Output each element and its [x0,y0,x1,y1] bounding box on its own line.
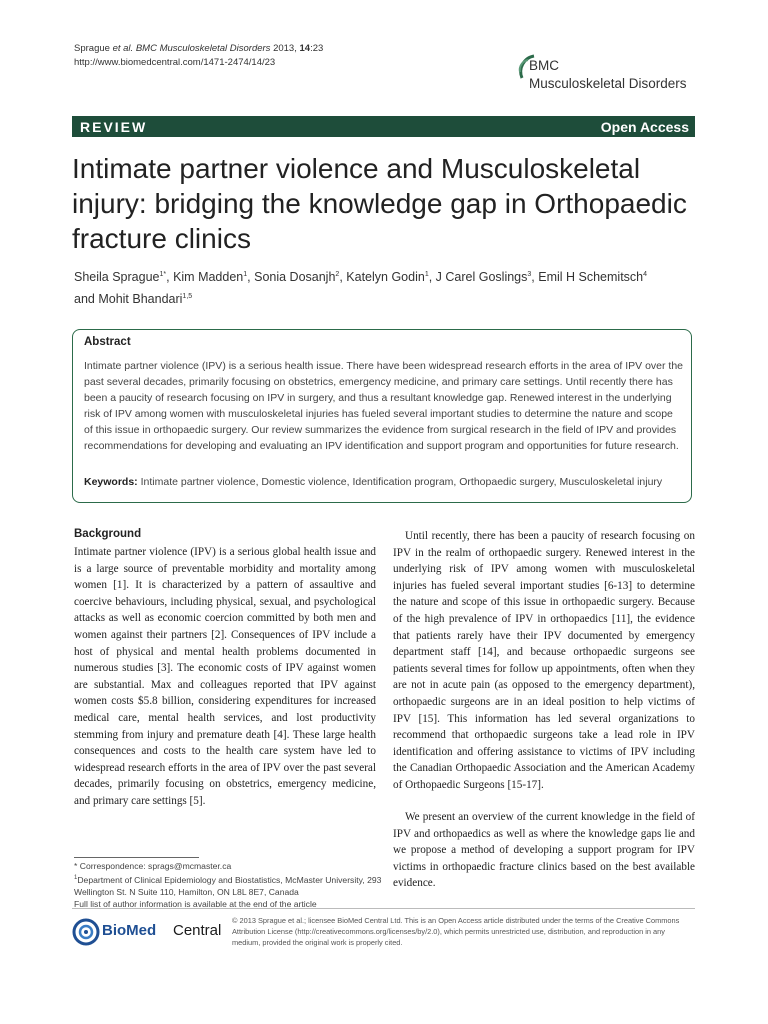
author-list: Sheila Sprague$^{1*}$, Kim Madden$^1$, Sonia Dosanjh$^2$, Katelyn Godin$^1$, J Carel Goslings$^3$, Emil H Schemitsch$^4$ and Mohit Bhandari$^{1,5}$ [74,270,648,307]
author[interactable]: J Carel Goslings$^3$ [435,270,532,285]
abstract-heading: Abstract [84,336,131,348]
citation-article: :23 [310,43,324,54]
abstract-text: Intimate partner violence (IPV) is a serious health issue. There have been widespread research efforts in the area of IPV over the past several decades, primarily focusing on obstetrics, emergency medicine, and primary care settings. Until recently there has been a paucity of research focusing on IPV in surgery, and thus a resultant knowledge gap. Renewed interest in the underlying risk of IPV among women with musculoskeletal injuries has fueled several important studies to determine the nature and scope of this issue in orthopaedic surgery. Our review summarizes the evidence from surgical research in the field of IPV and provides recommendations for developing and evaluating an IPV identification and support program and opportunities for future research. [84,360,684,452]
footer-divider [72,908,695,909]
keywords [84,474,684,490]
journal-logo [514,48,714,96]
logo-text-biomed: BioMed [102,922,157,939]
author[interactable]: Kim Madden$^1$ [173,270,248,285]
author[interactable]: Mohit Bhandari$^{1,5}$ [98,292,193,307]
author[interactable]: Sheila Sprague$^{1*}$ [74,270,167,285]
biomed-central-logo [72,916,232,950]
citation-year: 2013, [273,43,297,54]
journal-logo-line2: Musculoskeletal Disorders [529,76,687,91]
footnotes [74,860,384,911]
author-info-note: Full list of author information is available at the end of the article [74,899,317,910]
author[interactable]: Katelyn Godin$^1$ [346,270,429,285]
open-access-label: Open Access [600,119,689,135]
keywords-text: Intimate partner violence, Domestic violence, Identification program, Orthopaedic surgery, Musculoskeletal injury [140,476,663,488]
logo-text-central: Central [173,922,222,939]
article-title: Intimate partner violence and Musculoskeletal injury: bridging the knowledge gap in Orthopaedic fracture clinics [72,153,687,254]
article-url[interactable]: http://www.biomedcentral.com/1471-2474/14/23 [74,57,276,68]
citation-volume: 14 [299,43,311,54]
abstract-box [72,329,692,503]
citation-header [74,42,323,70]
body-paragraph-1: Until recently, there has been a paucity of research focusing on IPV in the realm of orthopaedic surgery. Renewed interest in the underlying risk of IPV among women with musculoskeletal injuries has fueled several important studies [6-13] to determine the nature and scope of this issue in orthopaedic surgery. Because of the high prevalence of IPV in orthopaedics [11], the evidence that patients rarely have their IPV documented by emergency department staff [14], and because orthopaedic surgeons see patients several times for follow up appointments, often when they are not in acute pain (as opposed to the emergency department), orthopaedic surgeons are in an ideal position to help victims of IPV [15]. This information has led several organizations to recommend that orthopaedic surgeons take a lead role in IPV identification and offering assistance to victims of IPV including the Canadian Orthopaedic Association and the American Academy of Orthopaedic Surgeons [15-17]. [393,530,695,791]
body-paragraph-2: We present an overview of the current knowledge in the field of IPV and orthopaedics as well as where the knowledge gaps lie and we propose a method of developing a support program for IPV victims in orthopaedic fracture clinics based on the best available evidence. [393,811,695,890]
biomed-central-swirl-icon [72,918,100,946]
footnote-divider [74,857,199,858]
citation-journal: BMC Musculoskeletal Disorders [135,43,271,54]
citation-etal: et al. [112,43,134,54]
author[interactable]: Emil H Schemitsch$^4$ [538,270,648,285]
keywords-label: Keywords: [84,476,138,488]
background-text: Intimate partner violence (IPV) is a serious global health issue and is a large source of preventable morbidity and mortality among women [1]. It is characterized by a pattern of assaultive and coercive behaviours, including physical, sexual, and psychological attacks as well as economic coercion committed by both men and women against their partners [2]. Consequences of IPV include a host of physical and mental health problems documented in numerous studies [3]. The economic costs of IPV against women are substantial. Max and colleagues reported that IPV against women costs $5.8 billion, considering expenditures for increased medical care, mental health services, and lost productivity stemming from injury and premature death [4]. These large health consequences and costs to the health care system have led to widespread research efforts in the area of IPV over the past several decades, primarily focusing on obstetrics, emergency medicine, and primary care settings [5]. [74,546,376,807]
journal-logo-line1: BMC [529,58,559,73]
citation-line [74,42,323,56]
citation-authors: Sprague [74,43,110,54]
affiliation-note: $^1$Department of Clinical Epidemiology and Biostatistics, McMaster University, 293 Wellington St. N Suite 110, Hamilton, ON L8L 8E7, Canada [74,875,382,898]
article-type-banner [72,116,695,137]
correspondence-note[interactable]: * Correspondence: sprags@mcmaster.ca [74,861,232,871]
author[interactable]: Sonia Dosanjh$^2$ [254,270,340,285]
article-type-label: REVIEW [80,119,148,135]
license-text: © 2013 Sprague et al.; licensee BioMed Central Ltd. This is an Open Access article distributed under the terms of the Creative Commons Attribution License (http://creativecommons.org/licenses/by/2.0), which permits unrestricted use, distribution, and reproduction in any medium, provided the original work is properly cited. [232,916,680,947]
background-heading: Background [74,528,142,540]
